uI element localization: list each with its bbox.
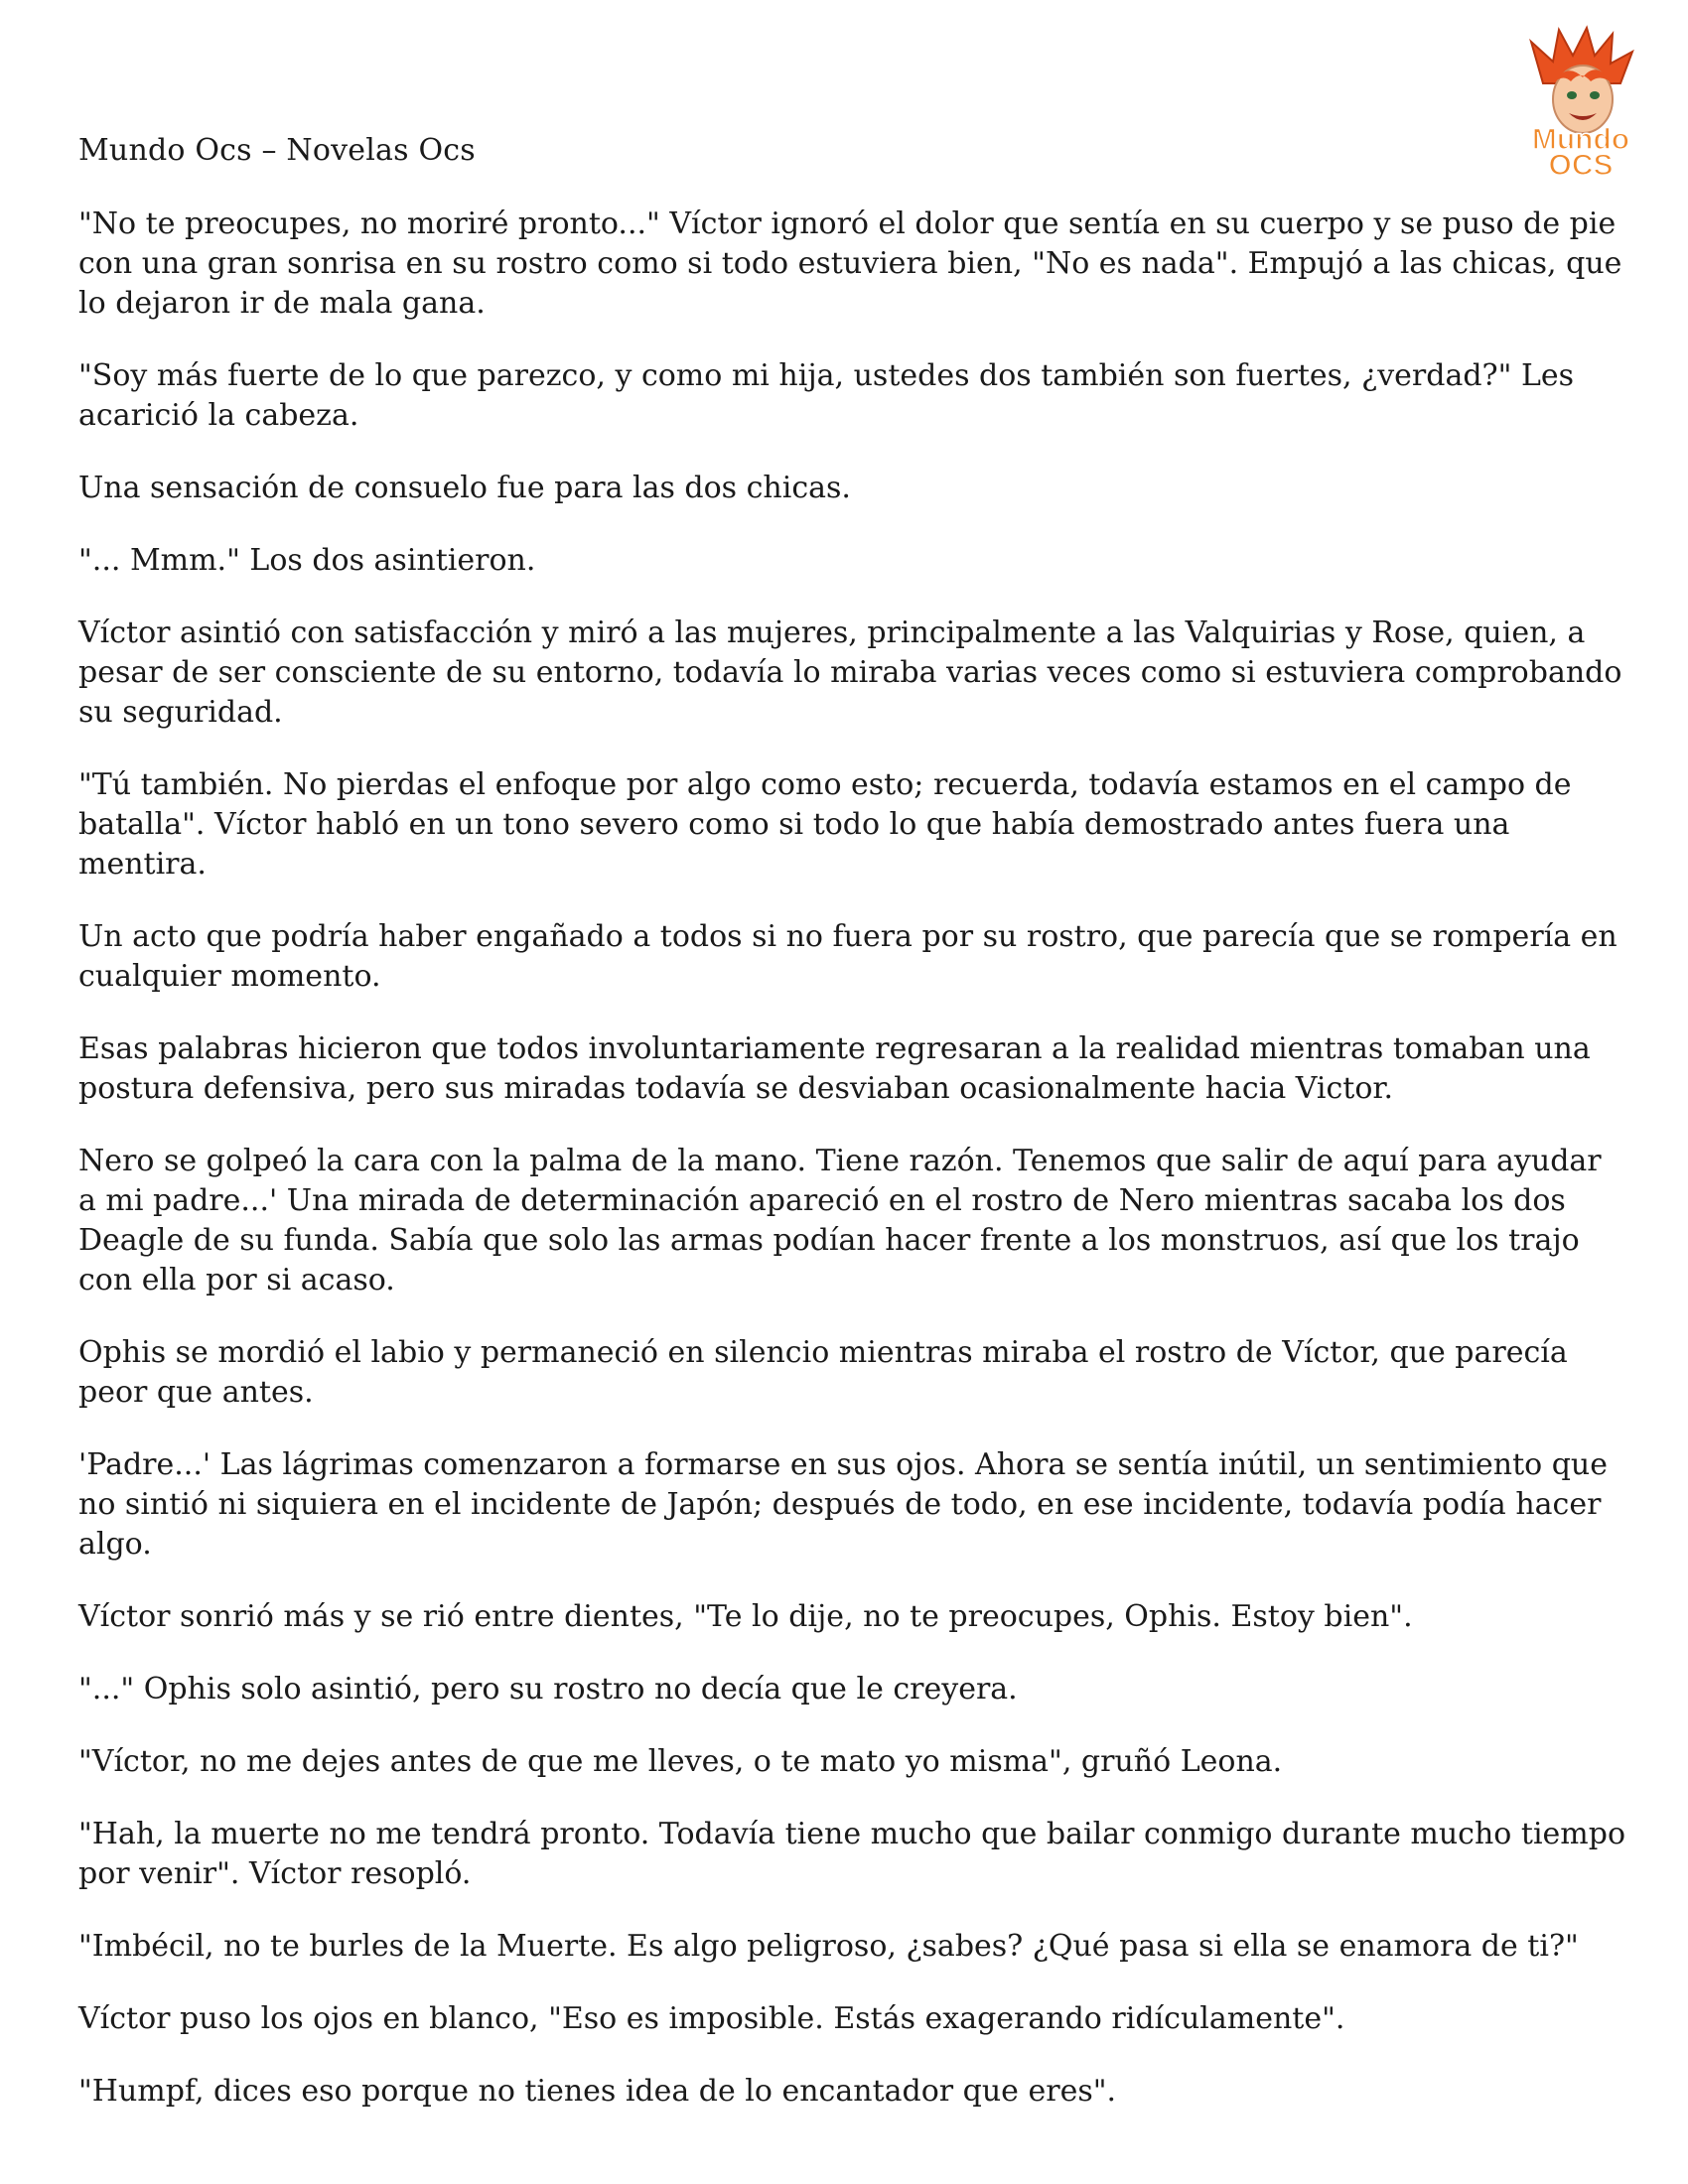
mundo-ocs-logo-icon [1501,22,1660,181]
paragraph: Una sensación de consuelo fue para las dos chicas. [78,471,851,505]
paragraph: "No te preocupes, no moriré pronto..." Víctor ignoró el dolor que sentía en su cuerpo y se puso de pie con una gran sonrisa en su rostro como si todo estuviera bien, "No es nada". Empujó a las chicas, que lo dejaron ir de mala gana. [78,206,1622,321]
paragraph: Esas palabras hicieron que todos involuntariamente regresaran a la realidad mientras tomaban una postura defensiva, pero sus miradas todavía se desviaban ocasionalmente hacia Victor. [78,1031,1591,1106]
paragraph: "Soy más fuerte de lo que parezco, y como mi hija, ustedes dos también son fuertes, ¿verdad?" Les acarició la cabeza. [78,358,1575,433]
svg-text:Mundo: Mundo [1531,123,1630,156]
svg-text:OCS: OCS [1548,149,1614,181]
paragraph: Víctor asintió con satisfacción y miró a las mujeres, principalmente a las Valquirias y Rose, quien, a pesar de ser consciente de su entorno, todavía lo miraba varias veces como si estuviera comprobando su seguridad. [78,615,1622,730]
paragraph: Un acto que podría haber engañado a todos si no fuera por su rostro, que parecía que se rompería en cualquier momento. [78,919,1618,994]
paragraph: "..." Ophis solo asintió, pero su rostro no decía que le creyera. [78,1672,1018,1706]
paragraph: Víctor puso los ojos en blanco, "Eso es imposible. Estás exagerando ridículamente". [78,2001,1345,2036]
paragraph: "Víctor, no me dejes antes de que me lleves, o te mato yo misma", gruñó Leona. [78,1744,1283,1779]
paragraph: 'Padre...' Las lágrimas comenzaron a formarse en sus ojos. Ahora se sentía inútil, un sentimiento que no sintió ni siquiera en el incidente de Japón; después de todo, en ese incidente, todavía podía hacer algo. [78,1447,1609,1562]
paragraph: "Hah, la muerte no me tendrá pronto. Todavía tiene mucho que bailar conmigo durante mucho tiempo por venir". Víctor resopló. [78,1817,1626,1891]
paragraph: "... Mmm." Los dos asintieron. [78,543,536,578]
paragraph: "Humpf, dices eso porque no tienes idea de lo encantador que eres". [78,2074,1117,2109]
paragraph: Víctor sonrió más y se rió entre dientes, "Te lo dije, no te preocupes, Ophis. Estoy bien". [78,1599,1413,1634]
mundo-ocs-logo [1501,22,1660,181]
document-body [78,205,1627,2144]
paragraph: Nero se golpeó la cara con la palma de la mano. Tiene razón. Tenemos que salir de aquí para ayudar a mi padre...' Una mirada de determinación apareció en el rostro de Nero mientras sacaba los dos Deagle de su funda. Sabía que solo las armas podían hacer frente a los monstruos, así que los trajo con ella por si acaso. [78,1144,1602,1297]
paragraph: "Imbécil, no te burles de la Muerte. Es algo peligroso, ¿sabes? ¿Qué pasa si ella se enamora de ti?" [78,1929,1579,1964]
document-header: Mundo Ocs – Novelas Ocs [78,133,476,168]
paragraph: "Tú también. No pierdas el enfoque por algo como esto; recuerda, todavía estamos en el campo de batalla". Víctor habló en un tono severo como si todo lo que había demostrado antes fuera una mentira. [78,767,1572,882]
paragraph: Ophis se mordió el labio y permaneció en silencio mientras miraba el rostro de Víctor, que parecía peor que antes. [78,1335,1568,1410]
